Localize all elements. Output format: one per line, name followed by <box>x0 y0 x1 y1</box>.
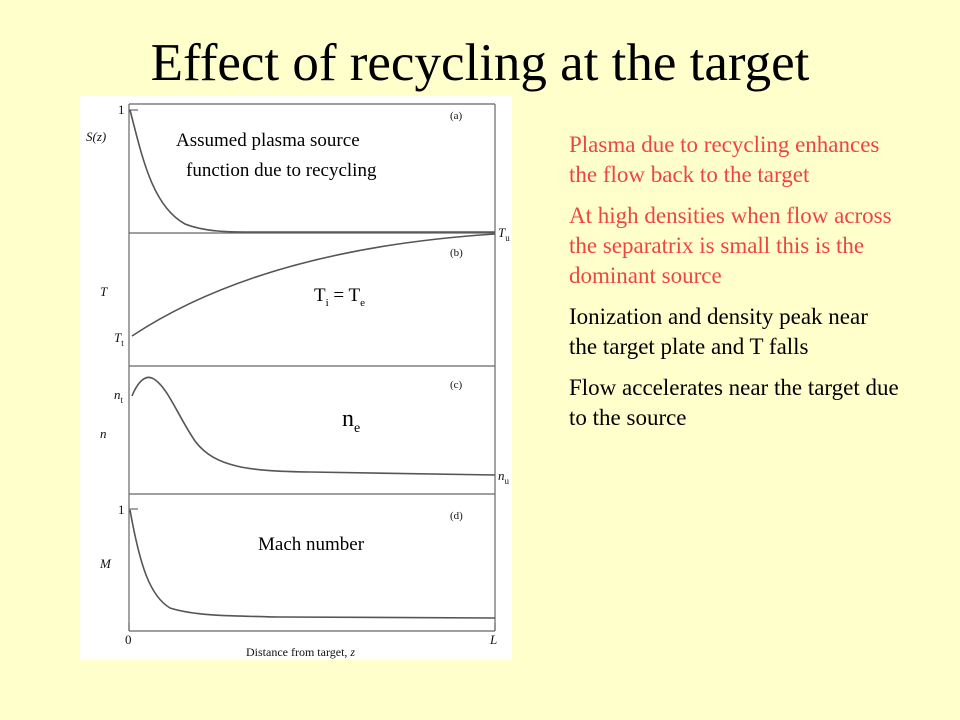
ylabel-density: n <box>100 426 107 441</box>
panel-b-tag: (b) <box>450 247 463 259</box>
tick-label-tu: $T_u$ <box>498 225 510 243</box>
profile-figure <box>80 96 512 660</box>
density-curve <box>132 377 495 475</box>
tick-label-nt: $n_t$ <box>114 387 124 405</box>
bullet-flow-acceleration: Flow accelerates near the target due to the source <box>569 375 899 430</box>
tick-label-a-1: 1 <box>118 102 125 117</box>
tick-label-d-1: 1 <box>118 502 125 517</box>
temperature-annotation: $T_i = T_e$ <box>314 285 366 309</box>
panel-d-tag: (d) <box>450 510 463 522</box>
tick-label-nu: $n_u$ <box>498 468 509 486</box>
panel-c-tag: (c) <box>450 379 463 391</box>
explanation-list <box>569 130 899 444</box>
x-end-label: L <box>490 632 498 647</box>
mach-number-curve <box>130 510 495 618</box>
ylabel-s-of-z: S(z) <box>86 129 107 144</box>
ylabel-mach: M <box>100 556 111 571</box>
bullet-high-density: At high densities when flow across the separatrix is small this is the dominant source <box>569 203 892 288</box>
bullet-ionization-peak: Ionization and density peak near the target plate and T falls <box>569 304 868 359</box>
tick-label-tt: $T_t$ <box>114 330 124 348</box>
ylabel-temperature: T <box>100 284 108 299</box>
bullet-recycling-flow: Plasma due to recycling enhances the flow back to the target <box>569 132 880 187</box>
x-origin-label: 0 <box>125 632 132 647</box>
source-function-annotation: Assumed plasma source function due to recycling <box>176 130 377 181</box>
slide-title: Effect of recycling at the target <box>150 34 810 92</box>
panel-a-tag: (a) <box>450 110 463 122</box>
density-annotation: $n_e$ <box>342 406 361 436</box>
mach-number-annotation: Mach number <box>258 534 365 555</box>
x-axis-label: Distance from target, z <box>246 645 356 659</box>
